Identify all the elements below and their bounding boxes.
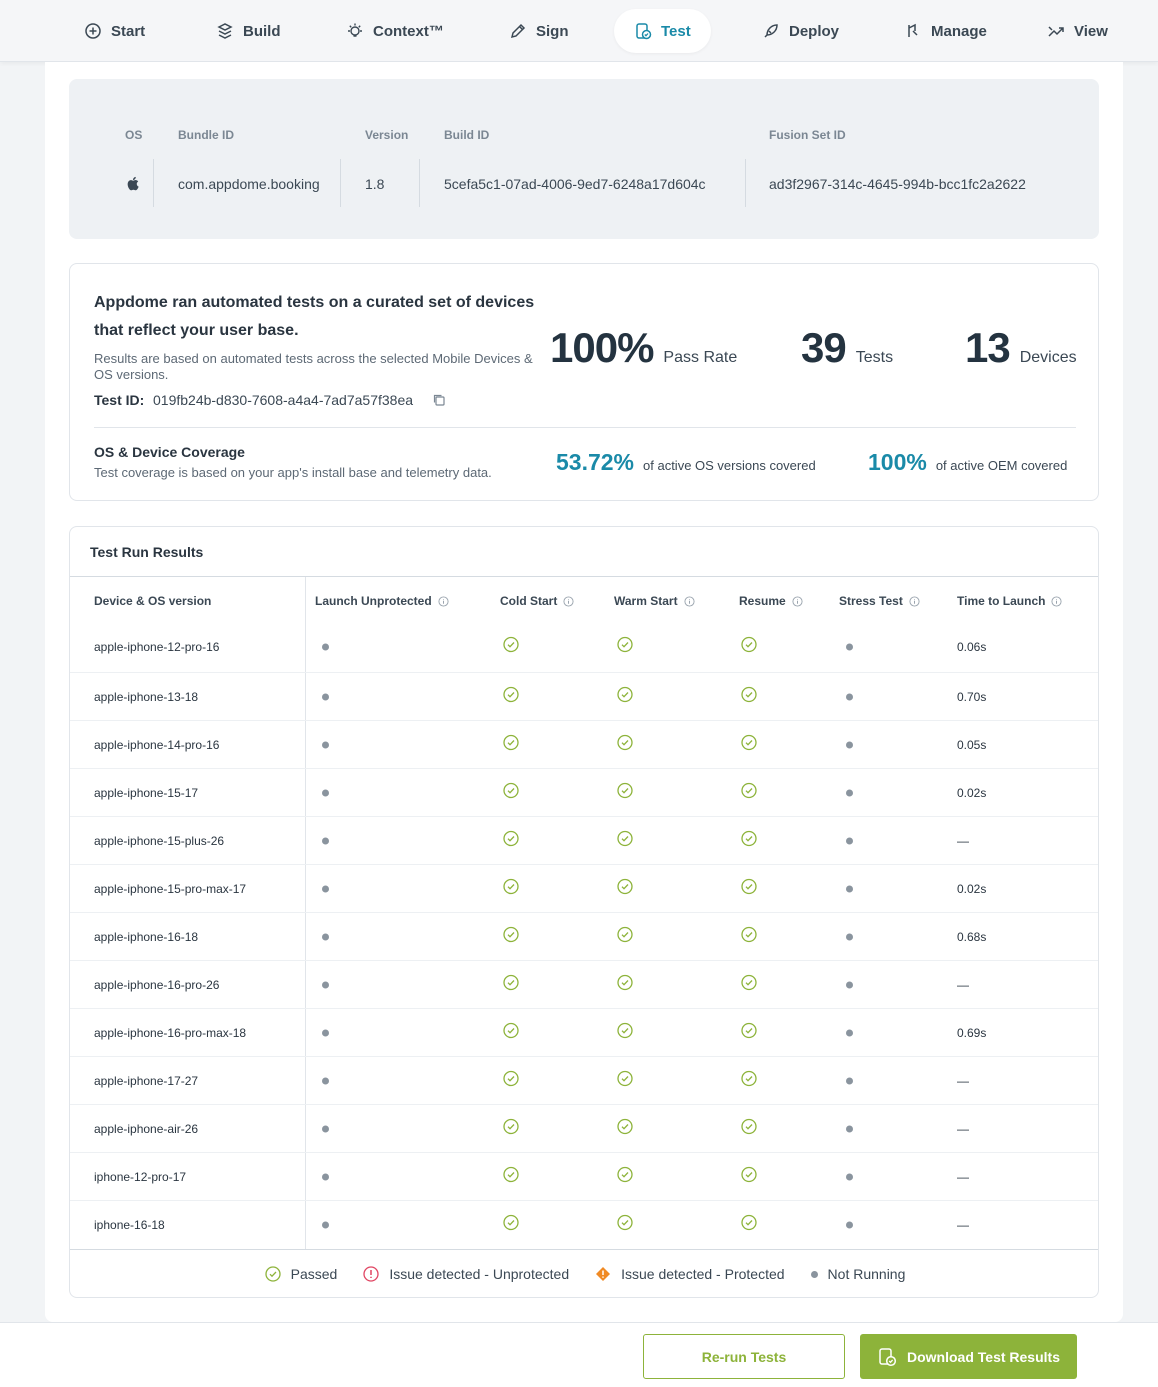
check-circle-icon — [503, 734, 519, 750]
devices-value: 13 — [965, 324, 1010, 371]
info-icon[interactable] — [563, 596, 574, 607]
table-row — [70, 1057, 1099, 1105]
stress-test-cell — [846, 693, 853, 700]
table-row — [70, 817, 1099, 865]
check-circle-icon — [503, 830, 519, 846]
legend-passed-label: Passed — [290, 1266, 338, 1282]
table-row — [70, 621, 1099, 673]
resume-cell — [741, 782, 757, 803]
test-icon — [634, 22, 652, 40]
time-to-launch-value: — — [957, 977, 969, 992]
cold-start-cell — [503, 782, 519, 803]
device-name: apple-iphone-16-18 — [94, 929, 199, 944]
app-info-card — [69, 79, 1099, 239]
info-icon[interactable] — [684, 596, 695, 607]
launch-unprotected-cell — [322, 933, 329, 940]
column-header-label: Warm Start — [614, 594, 678, 608]
check-circle-icon — [617, 974, 633, 990]
check-circle-icon — [503, 1118, 519, 1134]
warm-start-cell — [617, 1215, 633, 1236]
coverage-subtitle: Test coverage is based on your app's install base and telemetry data. — [94, 465, 492, 480]
table-row — [70, 1153, 1099, 1201]
check-circle-icon — [503, 636, 519, 652]
legend-issue-unprotected-label: Issue detected - Unprotected — [389, 1266, 570, 1282]
summary-subtitle: Results are based on automated tests across the selected Mobile Devices & OS versions. — [94, 351, 533, 382]
legend-not-running-label: Not Running — [827, 1266, 906, 1282]
tests-label: Tests — [855, 349, 894, 366]
table-row — [70, 1009, 1099, 1057]
warm-start-cell — [617, 1022, 633, 1043]
launch-unprotected-cell — [322, 741, 329, 748]
stress-test-cell — [846, 885, 853, 892]
info-icon[interactable] — [792, 596, 803, 607]
stress-test-cell — [846, 1077, 853, 1084]
column-header-label: Cold Start — [500, 594, 558, 608]
devices-label: Devices — [1019, 349, 1077, 366]
device-name: iphone-12-pro-17 — [94, 1169, 187, 1184]
check-circle-icon — [741, 974, 757, 990]
test-run-results-card — [69, 526, 1099, 1298]
resume-cell — [741, 1215, 757, 1236]
check-circle-icon — [617, 636, 633, 652]
not-running-dot — [846, 1125, 853, 1132]
not-running-dot — [322, 789, 329, 796]
info-icon[interactable] — [438, 596, 449, 607]
legend-passed — [265, 1266, 338, 1282]
tab-sign[interactable] — [489, 9, 589, 53]
cold-start-cell — [503, 1070, 519, 1091]
not-running-dot — [322, 837, 329, 844]
not-running-dot — [322, 643, 329, 650]
warm-start-cell — [617, 830, 633, 851]
check-circle-icon — [503, 1070, 519, 1086]
check-circle-icon — [617, 734, 633, 750]
stress-test-cell — [846, 741, 853, 748]
summary-divider — [94, 427, 1076, 428]
table-row — [70, 913, 1099, 961]
device-name: iphone-16-18 — [94, 1218, 165, 1232]
not-running-dot — [846, 1029, 853, 1036]
check-circle-icon — [741, 878, 757, 894]
tab-view-label: View — [1074, 22, 1108, 40]
cold-start-cell — [503, 926, 519, 947]
table-row — [70, 769, 1099, 817]
cold-start-cell — [503, 636, 519, 657]
plus-circle-icon — [84, 22, 102, 40]
time-to-launch-value: 0.05s — [957, 737, 987, 752]
check-circle-icon — [503, 1166, 519, 1182]
tab-build-label: Build — [243, 22, 281, 40]
stress-test-cell — [846, 837, 853, 844]
not-running-dot — [322, 1077, 329, 1084]
not-running-dot — [846, 643, 853, 650]
stress-test-cell — [846, 933, 853, 940]
time-to-launch-value: 0.69s — [957, 1025, 987, 1040]
pass-rate-value: 100% — [550, 324, 654, 371]
launch-unprotected-cell — [322, 837, 329, 844]
stress-test-cell — [846, 789, 853, 796]
check-circle-icon — [741, 636, 757, 652]
warm-start-cell — [617, 1070, 633, 1091]
bulb-icon — [346, 22, 364, 40]
not-running-dot — [846, 981, 853, 988]
column-header-cold-start — [500, 594, 574, 608]
not-running-dot — [322, 1222, 329, 1229]
stress-test-cell — [846, 1173, 853, 1180]
check-circle-icon — [741, 1166, 757, 1182]
tab-context[interactable] — [326, 9, 464, 53]
tab-context-label: Context™ — [373, 22, 444, 40]
not-running-dot — [322, 1125, 329, 1132]
cold-start-cell — [503, 734, 519, 755]
test-id-value: 019fb24b-d830-7608-a4a4-7ad7a57f38ea — [153, 392, 414, 408]
not-running-dot — [846, 789, 853, 796]
check-circle-icon — [617, 686, 633, 702]
check-circle-icon — [265, 1266, 281, 1282]
column-header-label: Resume — [739, 594, 786, 608]
results-legend — [70, 1249, 1099, 1298]
tab-sign-label: Sign — [536, 22, 569, 40]
fusion-set-id-label: Fusion Set ID — [769, 128, 846, 142]
check-circle-icon — [503, 974, 519, 990]
warm-start-cell — [617, 926, 633, 947]
tab-build[interactable] — [196, 9, 301, 53]
check-circle-icon — [617, 926, 633, 942]
tab-test-label: Test — [661, 22, 691, 40]
rerun-tests-button[interactable] — [643, 1334, 845, 1379]
device-name: apple-iphone-16-pro-max-18 — [94, 1025, 247, 1040]
download-test-results-label: Download Test Results — [907, 1348, 1060, 1365]
check-circle-icon — [741, 1070, 757, 1086]
tab-manage-label: Manage — [931, 22, 987, 40]
time-to-launch-value: 0.68s — [957, 929, 987, 944]
download-results-icon — [877, 1347, 897, 1367]
build-id-label: Build ID — [444, 128, 490, 142]
check-circle-icon — [741, 926, 757, 942]
oem-coverage-label: of active OEM covered — [935, 458, 1068, 473]
version-value: 1.8 — [365, 176, 385, 192]
check-circle-icon — [617, 1070, 633, 1086]
os-coverage-stat — [556, 449, 816, 476]
not-running-dot — [322, 693, 329, 700]
tab-view[interactable] — [1027, 9, 1128, 53]
cold-start-cell — [503, 830, 519, 851]
warm-start-cell — [617, 636, 633, 657]
build-icon — [216, 22, 234, 40]
pen-icon — [509, 22, 527, 40]
copy-icon[interactable] — [432, 393, 446, 407]
not-running-dot — [322, 1173, 329, 1180]
table-row — [70, 865, 1099, 913]
cold-start-cell — [503, 1166, 519, 1187]
legend-issue-unprotected — [363, 1266, 569, 1282]
apple-icon — [126, 176, 139, 191]
device-name: apple-iphone-17-27 — [94, 1073, 199, 1088]
resume-cell — [741, 974, 757, 995]
check-circle-icon — [617, 1118, 633, 1134]
not-running-dot — [322, 1029, 329, 1036]
info-separator — [419, 159, 420, 207]
tests-value: 39 — [801, 324, 846, 371]
resume-cell — [741, 878, 757, 899]
tab-start-label: Start — [111, 22, 146, 40]
check-circle-icon — [741, 686, 757, 702]
cold-start-cell — [503, 878, 519, 899]
check-circle-icon — [503, 686, 519, 702]
legend-not-running — [811, 1266, 906, 1282]
stress-test-cell — [846, 981, 853, 988]
not-running-dot — [846, 1173, 853, 1180]
manage-icon — [904, 22, 922, 40]
check-circle-icon — [503, 1022, 519, 1038]
legend-issue-protected — [595, 1266, 784, 1282]
column-header-label: Device & OS version — [94, 594, 212, 608]
launch-unprotected-cell — [322, 1125, 329, 1132]
not-running-dot — [846, 693, 853, 700]
column-header-label: Stress Test — [839, 594, 903, 608]
not-running-dot — [846, 1077, 853, 1084]
check-circle-icon — [741, 734, 757, 750]
not-running-dot — [846, 1222, 853, 1229]
device-name: apple-iphone-13-18 — [94, 689, 199, 704]
warm-start-cell — [617, 734, 633, 755]
resume-cell — [741, 1022, 757, 1043]
pass-rate-stat — [550, 324, 737, 372]
device-name: apple-iphone-15-plus-26 — [94, 833, 225, 848]
check-circle-icon — [741, 782, 757, 798]
column-header-label: Time to Launch — [957, 594, 1046, 608]
resume-cell — [741, 1070, 757, 1091]
not-running-dot — [846, 837, 853, 844]
column-header-warm-start — [614, 594, 695, 608]
results-table-body — [70, 621, 1099, 1249]
column-header-launch-unprotected — [315, 594, 449, 608]
check-circle-icon — [503, 782, 519, 798]
devices-stat — [965, 324, 1077, 372]
tab-test[interactable] — [614, 9, 711, 53]
table-row — [70, 1201, 1099, 1249]
info-separator — [153, 159, 154, 207]
test-summary-card — [69, 263, 1099, 501]
resume-cell — [741, 636, 757, 657]
tests-stat — [801, 324, 893, 372]
check-circle-icon — [503, 926, 519, 942]
launch-unprotected-cell — [322, 643, 329, 650]
column-header-time-to-launch — [957, 594, 1062, 608]
tab-deploy[interactable] — [742, 9, 859, 53]
stress-test-cell — [846, 1222, 853, 1229]
launch-unprotected-cell — [322, 885, 329, 892]
time-to-launch-value: 0.02s — [957, 881, 987, 896]
check-circle-icon — [617, 1215, 633, 1231]
test-id-label: Test ID: — [94, 392, 145, 408]
not-running-dot — [846, 933, 853, 940]
top-nav — [0, 0, 1158, 62]
warm-start-cell — [617, 974, 633, 995]
bundle-id-label: Bundle ID — [178, 128, 234, 142]
warm-start-cell — [617, 1166, 633, 1187]
column-header-device — [94, 594, 211, 608]
time-to-launch-value: 0.02s — [957, 785, 987, 800]
coverage-title: OS & Device Coverage — [94, 444, 245, 460]
oem-coverage-stat — [868, 449, 1067, 476]
pass-rate-label: Pass Rate — [663, 349, 738, 366]
resume-cell — [741, 686, 757, 707]
stress-test-cell — [846, 1125, 853, 1132]
warm-start-cell — [617, 686, 633, 707]
info-icon[interactable] — [1051, 596, 1062, 607]
os-coverage-label: of active OS versions covered — [643, 458, 816, 473]
time-to-launch-value: 0.70s — [957, 689, 987, 704]
info-separator — [745, 159, 746, 207]
check-circle-icon — [741, 1022, 757, 1038]
stress-test-cell — [846, 1029, 853, 1036]
resume-cell — [741, 734, 757, 755]
bundle-id-value: com.appdome.booking — [178, 176, 320, 192]
launch-unprotected-cell — [322, 1222, 329, 1229]
dot-icon — [811, 1271, 818, 1278]
resume-cell — [741, 1166, 757, 1187]
launch-unprotected-cell — [322, 693, 329, 700]
table-row — [70, 961, 1099, 1009]
oem-coverage-value: 100% — [868, 449, 927, 475]
table-row — [70, 1105, 1099, 1153]
resume-cell — [741, 1118, 757, 1139]
column-header-label: Launch Unprotected — [315, 594, 432, 608]
warm-start-cell — [617, 782, 633, 803]
time-to-launch-value: — — [957, 1073, 969, 1088]
rerun-tests-label: Re-run Tests — [701, 1348, 787, 1365]
check-circle-icon — [617, 830, 633, 846]
time-to-launch-value: — — [957, 1121, 969, 1136]
not-running-dot — [846, 741, 853, 748]
alert-diamond-icon — [595, 1266, 611, 1282]
device-name: apple-iphone-14-pro-16 — [94, 737, 220, 752]
footer-bar — [0, 1322, 1158, 1387]
resume-cell — [741, 830, 757, 851]
check-circle-icon — [741, 830, 757, 846]
launch-unprotected-cell — [322, 1173, 329, 1180]
rocket-icon — [762, 22, 780, 40]
main-panel — [45, 62, 1123, 1322]
chart-icon — [1047, 22, 1065, 40]
warm-start-cell — [617, 1118, 633, 1139]
info-icon[interactable] — [909, 596, 920, 607]
device-name: apple-iphone-air-26 — [94, 1121, 199, 1136]
cold-start-cell — [503, 974, 519, 995]
not-running-dot — [322, 933, 329, 940]
tab-manage[interactable] — [884, 9, 1007, 53]
results-title: Test Run Results — [90, 544, 204, 560]
fusion-set-id-value: ad3f2967-314c-4645-994b-bcc1fc2a2622 — [769, 176, 1026, 192]
time-to-launch-value: — — [957, 1218, 969, 1232]
check-circle-icon — [741, 1118, 757, 1134]
table-row — [70, 721, 1099, 769]
not-running-dot — [846, 885, 853, 892]
tab-deploy-label: Deploy — [789, 22, 840, 40]
column-header-resume — [739, 594, 803, 608]
not-running-dot — [322, 981, 329, 988]
results-header-divider — [70, 576, 1099, 577]
check-circle-icon — [617, 1022, 633, 1038]
version-label: Version — [365, 128, 409, 142]
check-circle-icon — [617, 878, 633, 894]
download-test-results-button[interactable] — [860, 1334, 1077, 1379]
launch-unprotected-cell — [322, 1077, 329, 1084]
warm-start-cell — [617, 878, 633, 899]
legend-issue-protected-label: Issue detected - Protected — [621, 1266, 785, 1282]
time-to-launch-value: — — [957, 833, 969, 848]
os-coverage-value: 53.72% — [556, 449, 635, 475]
os-label: OS — [125, 128, 143, 142]
device-name: apple-iphone-12-pro-16 — [94, 639, 220, 654]
launch-unprotected-cell — [322, 981, 329, 988]
alert-circle-icon — [363, 1266, 379, 1282]
time-to-launch-value: — — [957, 1169, 969, 1184]
launch-unprotected-cell — [322, 789, 329, 796]
cold-start-cell — [503, 1022, 519, 1043]
cold-start-cell — [503, 1118, 519, 1139]
time-to-launch-value: 0.06s — [957, 639, 987, 654]
device-name: apple-iphone-15-17 — [94, 785, 199, 800]
check-circle-icon — [617, 782, 633, 798]
check-circle-icon — [503, 878, 519, 894]
tab-start[interactable] — [64, 9, 165, 53]
device-name: apple-iphone-16-pro-26 — [94, 977, 220, 992]
cold-start-cell — [503, 1215, 519, 1236]
check-circle-icon — [503, 1215, 519, 1231]
resume-cell — [741, 926, 757, 947]
device-name: apple-iphone-15-pro-max-17 — [94, 881, 247, 896]
summary-title: Appdome ran automated tests on a curated set of devices that reflect your user base. — [94, 294, 535, 339]
build-id-value: 5cefa5c1-07ad-4006-9ed7-6248a17d604c — [444, 176, 706, 192]
table-row — [70, 673, 1099, 721]
check-circle-icon — [617, 1166, 633, 1182]
cold-start-cell — [503, 686, 519, 707]
info-separator — [340, 159, 341, 207]
check-circle-icon — [741, 1215, 757, 1231]
column-header-stress-test — [839, 594, 920, 608]
stress-test-cell — [846, 643, 853, 650]
not-running-dot — [322, 885, 329, 892]
launch-unprotected-cell — [322, 1029, 329, 1036]
not-running-dot — [322, 741, 329, 748]
